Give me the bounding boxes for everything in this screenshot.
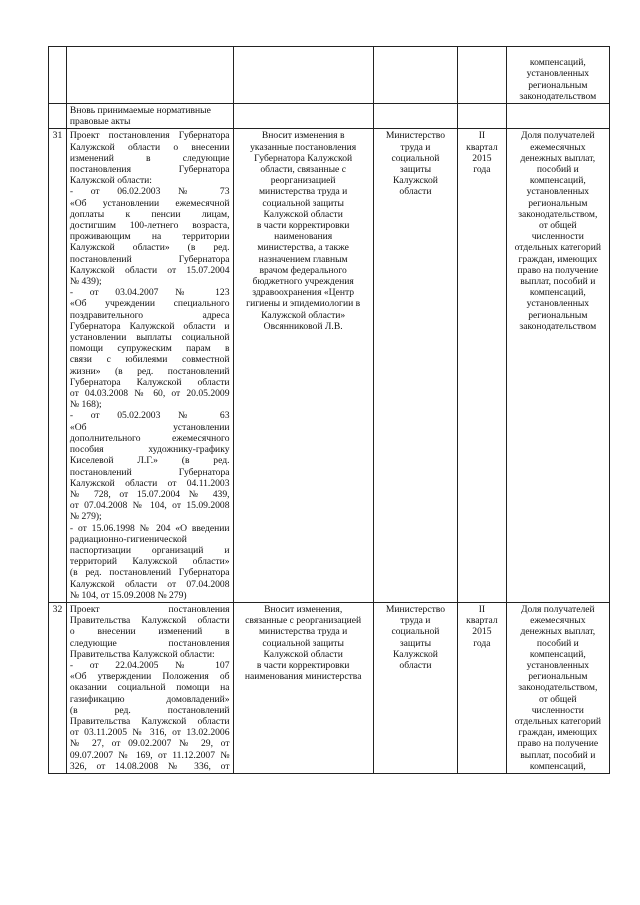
indicator-line: отдельных категорий (514, 715, 601, 727)
project-line: Правительства Калужской области (69, 715, 230, 727)
project-line: - от 06.02.2003 № 73 (69, 186, 230, 198)
executor-cell (373, 129, 457, 603)
indicator-line: установленных (526, 659, 590, 671)
executor-line: защиты (399, 637, 432, 649)
indicator-cell (506, 129, 609, 603)
project-line: пособия художнику-графику (69, 444, 230, 456)
project-line: - от 15.06.1998 № 204 «О введении (69, 522, 230, 534)
project-line: жизни» (в ред. постановлений (69, 365, 230, 377)
section-indicator-cell (506, 104, 609, 129)
continued-number-cell (49, 47, 67, 104)
continued-project-cell (66, 47, 233, 104)
change-line: министерства труда и (258, 626, 348, 638)
indicator-line: отдельных категорий (514, 242, 601, 254)
term-line: II (478, 130, 486, 142)
section-term-cell (458, 104, 507, 129)
project-line: постановлений Губернатора (69, 466, 230, 478)
project-line: Калужской области от 07.04.2008 (69, 578, 230, 590)
change-line: министерства, а также (257, 242, 349, 254)
indicator-line: региональным (528, 671, 588, 683)
project-line: Калужской области» (в ред. (69, 242, 230, 254)
project-line: доплаты к пенсии лицам, (69, 208, 230, 220)
project-line: Правительства Калужской области (69, 615, 230, 627)
indicator-line: право на получение (517, 264, 599, 276)
indicator-line: Доля получателей (520, 130, 595, 142)
indicator-cell (506, 602, 609, 773)
change-line: социальной защиты (262, 197, 344, 209)
section-header: Вновь принимаемые нормативные правовые акты (66, 104, 233, 129)
indicator-line: установленных (526, 186, 590, 198)
indicator-line: установленных (526, 68, 590, 80)
project-line: территорий Калужской области» (69, 556, 230, 568)
project-line: № 168); (69, 399, 102, 411)
project-line: Калужской области о внесении (69, 141, 230, 153)
executor-line: области (399, 186, 432, 198)
term-line: II (478, 603, 486, 615)
project-line: Калужской области от 15.07.2004 (69, 264, 230, 276)
project-line: «Об установлении ежемесячной (69, 197, 230, 209)
project-line: газификацию домовладений» (69, 693, 230, 705)
project-line: изменений в следующие (69, 152, 230, 164)
change-line: указанные постановления (250, 141, 357, 153)
indicator-line: денежных выплат, (520, 626, 596, 638)
project-line: Губернатора Калужской области (69, 376, 230, 388)
indicator-line: законодательством, (518, 208, 598, 220)
project-line: (в ред. постановлений Губернатора (69, 567, 230, 579)
executor-line: защиты (399, 164, 432, 176)
change-line: Вносит изменения в (261, 130, 345, 142)
project-line: оказании социальной помощи на (69, 682, 230, 694)
project-line: Киселевой Л.Г.» (в ред. (69, 455, 230, 467)
indicator-line: компенсаций, (529, 648, 586, 660)
term-line: 2015 (472, 626, 492, 638)
project-line: от 03.11.2005 № 316, от 13.02.2006 (69, 727, 230, 739)
project-line: от 07.04.2008 № 104, от 15.09.2008 (69, 500, 230, 512)
indicator-line: право на получение (517, 738, 599, 750)
continued-change-cell (233, 47, 373, 104)
project-line: Проект постановления (69, 603, 230, 615)
indicator-line: ежемесячных (530, 615, 586, 627)
executor-line: Министерство (385, 130, 446, 142)
continued-indicator-cell (506, 47, 609, 104)
indicator-line: численности (531, 704, 584, 716)
indicator-line: законодательством, (518, 682, 598, 694)
continued-term-cell (458, 47, 507, 104)
term-cell (458, 602, 507, 773)
project-line: Правительства Калужской области: (69, 648, 215, 660)
change-line: Вносит изменения, (264, 603, 343, 615)
term-line: года (473, 164, 491, 176)
executor-line: Калужской (393, 648, 438, 660)
change-cell (233, 602, 373, 773)
term-line: квартал (466, 615, 498, 627)
indicator-line: компенсаций, (529, 287, 586, 299)
change-line: Овсянниковой Л.В. (263, 320, 343, 332)
project-line: Губернатора Калужской области и (69, 320, 230, 332)
project-line: помощи супружеским парам в (69, 343, 230, 355)
project-line: постановления Губернатора (69, 164, 230, 176)
project-line: связи с юбилеями совместной (69, 354, 230, 366)
section-number-cell (49, 104, 67, 129)
project-cell (66, 602, 233, 773)
continued-indicator-text (510, 57, 606, 102)
table-row (49, 602, 610, 773)
project-line: постановлений Губернатора (69, 253, 230, 265)
executor-line: Министерство (385, 603, 446, 615)
project-line: - от 03.04.2007 № 123 (69, 287, 230, 299)
change-line: здравоохранения «Центр (252, 287, 355, 299)
change-line: Калужской области» (261, 309, 346, 321)
indicator-line: компенсаций, (529, 175, 586, 187)
document-table (48, 46, 610, 774)
table-row (49, 129, 610, 603)
change-line: бюджетного учреждения (252, 276, 354, 288)
change-line: врачом федерального (259, 264, 347, 276)
continued-row (49, 47, 610, 104)
indicator-line: региональным (528, 79, 588, 91)
row-number: 32 (49, 602, 67, 773)
project-line: 09.07.2007 № 169, от 11.12.2007 № (69, 749, 230, 761)
indicator-line: денежных выплат, (520, 152, 596, 164)
change-line: Губернатора Калужской (254, 152, 353, 164)
section-change-cell (233, 104, 373, 129)
project-cell (66, 129, 233, 603)
project-line: Калужской области: (69, 175, 152, 187)
indicator-line: от общей (538, 693, 577, 705)
executor-cell (373, 602, 457, 773)
project-line: радиационно-гигиенической (69, 533, 187, 545)
change-cell (233, 129, 373, 603)
indicator-line: законодательством (519, 320, 597, 332)
executor-line: социальной (391, 152, 440, 164)
change-line: в части корректировки (256, 659, 350, 671)
executor-line: труда и (400, 141, 431, 153)
project-line: «Об утверждении Положения об (69, 671, 230, 683)
project-line: достигшим 100-летнего возраста, (69, 220, 230, 232)
project-line: следующие постановления (69, 637, 230, 649)
section-header-row (49, 104, 610, 129)
change-line: министерства труда и (258, 186, 348, 198)
indicator-line: численности (531, 231, 584, 243)
project-line: о внесении изменений в (69, 626, 230, 638)
indicator-line: компенсаций, (529, 57, 586, 69)
indicator-line: региональным (528, 197, 588, 209)
indicator-line: региональным (528, 309, 588, 321)
project-line: паспортизации организаций и (69, 544, 230, 556)
project-line: № 27, от 09.02.2007 № 29, от (69, 738, 230, 750)
indicator-line: выплат, пособий и (520, 276, 596, 288)
indicator-line: установленных (526, 298, 590, 310)
change-line: области, связанные с (260, 164, 346, 176)
change-line: социальной защиты (262, 637, 344, 649)
indicator-line: ежемесячных (530, 141, 586, 153)
project-line: от 04.03.2008 № 60, от 20.05.2009 (69, 388, 230, 400)
change-line: в части корректировки (256, 220, 350, 232)
indicator-line: граждан, имеющих (518, 253, 598, 265)
indicator-line: Доля получателей (520, 603, 595, 615)
project-line: - от 22.04.2005 № 107 (69, 659, 230, 671)
indicator-line: граждан, имеющих (518, 727, 598, 739)
project-line: № 279); (69, 511, 102, 523)
change-line: Калужской области (263, 208, 343, 220)
project-line: поздравительного адреса (69, 309, 230, 321)
project-line: (в ред. постановлений (69, 704, 230, 716)
project-line: «Об установлении (69, 421, 230, 433)
row-number: 31 (49, 129, 67, 603)
indicator-line: от общей (538, 220, 577, 232)
executor-line: социальной (391, 626, 440, 638)
section-executor-cell (373, 104, 457, 129)
project-line: установлении выплаты социальной (69, 332, 230, 344)
term-line: года (473, 637, 491, 649)
change-line: наименования (274, 231, 333, 243)
change-line: реорганизацией (270, 175, 336, 187)
project-line: 326, от 14.08.2008 № 336, от (69, 760, 230, 772)
indicator-line: пособий и (536, 164, 579, 176)
continued-executor-cell (373, 47, 457, 104)
indicator-line: законодательством (519, 90, 597, 102)
indicator-line: выплат, пособий и (520, 749, 596, 761)
project-line: Калужской области от 04.11.2003 (69, 477, 230, 489)
project-line: № 728, от 15.07.2004 № 439, (69, 488, 230, 500)
indicator-line: компенсаций, (529, 760, 586, 772)
project-line: «Об учреждении специального (69, 298, 230, 310)
term-cell (458, 129, 507, 603)
indicator-line: пособий и (536, 637, 579, 649)
executor-line: области (399, 659, 432, 671)
project-line: проживающим на территории (69, 231, 230, 243)
executor-line: Калужской (393, 175, 438, 187)
executor-line: труда и (400, 615, 431, 627)
change-line: связанные с реорганизацией (245, 615, 362, 627)
project-line: Проект постановления Губернатора (69, 130, 230, 142)
change-line: Калужской области (263, 648, 343, 660)
change-line: гигиены и эпидемиологии в (246, 298, 361, 310)
change-line: наименования министерства (244, 671, 362, 683)
term-line: 2015 (472, 152, 492, 164)
project-line: № 439); (69, 276, 102, 288)
change-line: назначением главным (258, 253, 348, 265)
project-line: - от 05.02.2003 № 63 (69, 410, 230, 422)
project-line: № 104, от 15.09.2008 № 279) (69, 589, 187, 601)
project-line: дополнительного ежемесячного (69, 432, 230, 444)
term-line: квартал (466, 141, 498, 153)
